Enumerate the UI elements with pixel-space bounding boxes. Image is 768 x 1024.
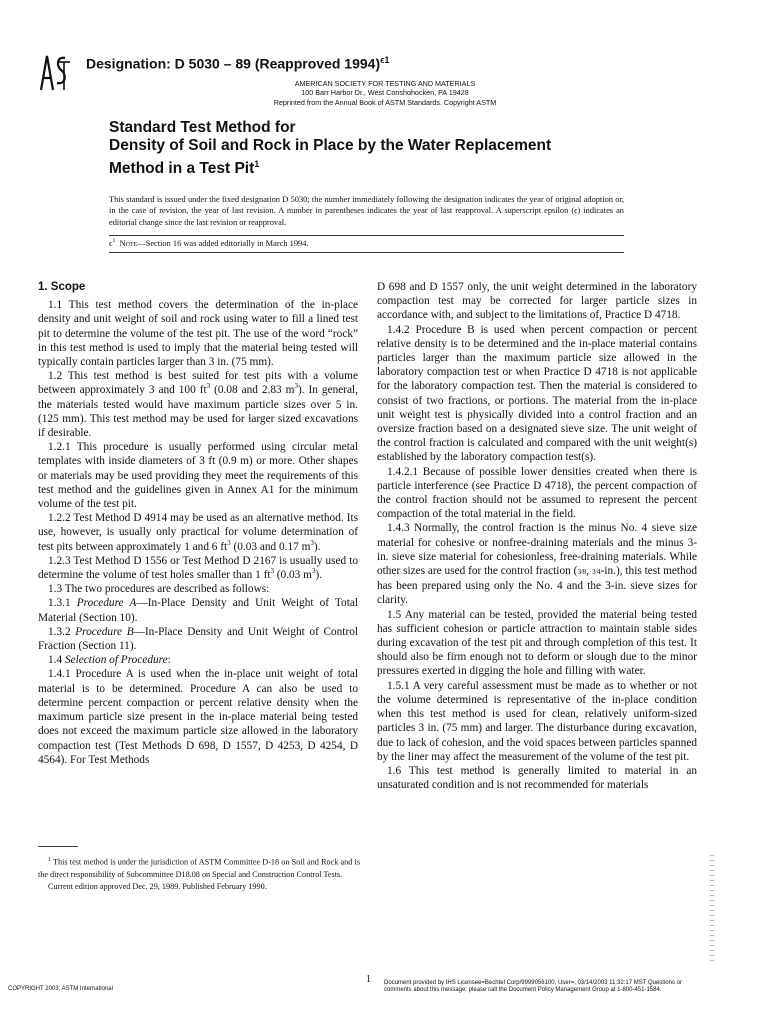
editorial-note [109,238,308,248]
paragraph-1-2: 1.2 This test method is best suited for test pits with a volume between approximately 3 and 100 $ft^3$ (0.08 and 2.83 $m^3$). In general, the materials tested would have maximum particle sizes over 5 in. (125 mm). This test method may be used for larger sized excavations if desirable. [38,370,358,440]
designation-epsilon: ϵ1 [380,55,390,65]
footnote-1: $^1$ This test method is under the jurisdiction of ASTM Committee D-18 on Soil and Rock and is the direct responsibility of Subcommittee D18.08 on Special and Construction Control Tests. [38,857,360,879]
title-line-1: Standard Test Method for [109,119,296,136]
paragraph-1-5: 1.5 Any material can be tested, provided the material being tested has sufficient cohesion or particle attraction to maintain stable sides during excavation of the test pit and through completion of this test. It should also be firm enough not to deform or slough due to the minor pressures exerted in digging the hole and filling with water. [377,608,697,678]
left-column [38,280,358,767]
paragraph-1-1: 1.1 This test method covers the determination of the in-place density and unit weight of soil and rock using water to fill a lined test pit to determine the volume of the test pit. The use of the word “rock” in this test method is used to imply that the material being tested will typically contain particles larger than 3 in. (75 mm). [38,299,358,369]
right-column [377,280,697,792]
margin-dots [710,855,714,965]
title-footnote-mark: 1 [254,159,260,169]
title-line-2: Density of Soil and Rock in Place by the Water Replacement [109,137,552,154]
page-number: 1 [366,974,371,985]
title-line-3: Method in a Test Pit [109,160,255,178]
document-title [109,119,669,178]
footnote-rule [38,846,78,847]
notice-divider [109,235,624,236]
editorial-note-symbol-sup: 1 [112,238,116,244]
title-line-3-wrap [109,155,669,178]
paragraph-1-5-1: 1.5.1 A very careful assessment must be made as to whether or not the volume determined is representative of the in-place condition when this test method is used for clean, relatively uniform-sized particles 3 in. (75 mm) and larger. The disturbance during excavation, due to lack of cohesion, and the void spaces between particles spanned by the liner may affect the measurement of the volume of the test pit. [377,679,697,763]
standard-notice: This standard is issued under the fixed designation D 5030; the number immediately following the designation indicates the year of original adoption or, in the case of revision, the year of last revision. A number in parentheses indicates the year of last reapproval. A superscript epsilon (ϵ) indicates an editorial change since the last revision or reapproval. [109,195,624,227]
copyright-notice: COPYRIGHT 2003; ASTM International [8,986,113,992]
editorial-note-label: Note [119,238,138,248]
paragraph-1-4-1-cont: D 698 and D 1557 only, the unit weight determined in the laboratory compaction test may be corrected for larger particle sizes in accordance with, and subject to the limitations of, Practice D 4718. [377,281,697,322]
designation-text: Designation: D 5030 – 89 (Reapproved 1994) [86,55,381,72]
paragraph-1-4-2: 1.4.2 Procedure B is used when percent compaction or percent relative density is to be determined and the in-place material contains particles larger than the maximum particle size allowed in the laboratory compaction test or when Practice D 4718 is not applicable for the laboratory compaction test. Then the material is considered to consist of two fractions, or portions. The material from the in-place unit weight test is physically divided into a control fraction and an oversize fraction based on a designated sieve size. The unit weight of the control fraction is calculated and compared with the unit weight(s) established by the laboratory compaction test(s). [377,323,697,464]
editorial-note-symbol: ϵ [109,238,113,248]
org-address: 100 Barr Harbor Dr., West Conshohocken, PA 19428 [301,88,469,97]
designation [86,55,389,72]
org-name: AMERICAN SOCIETY FOR TESTING AND MATERIALS [294,79,476,88]
paragraph-1-4-1: 1.4.1 Procedure A is used when the in-place unit weight of total material is to be determined. Procedure A can also be used to determine percent compaction or percent relative density when the maximum particle size present in the in-place material being tested does not exceed the maximum particle size allowed in the laboratory compaction test (Test Methods D 698, D 1557, D 4253, D 4254, D 4564). For Test Methods [38,668,358,766]
paragraph-1-2-1: 1.2.1 This procedure is usually performed using circular metal templates with inside diameters of 3 ft (0.9 m) or more. Other shapes or materials may be used providing they meet the requirements of this test method and the guidelines given in Annex A1 for the minimum volume of the test pit. [38,441,358,511]
note-divider [109,252,624,253]
editorial-note-text: —Section 16 was added editorially in March 1994. [137,238,309,248]
paragraph-1-4-2-1: 1.4.2.1 Because of possible lower densities created when there is particle interference (see Practice D 4718), the percent compaction of the control fraction should not be assumed to represent the percent compaction of the total material in the field. [377,465,697,521]
paragraph-1-6: 1.6 This test method is generally limited to material in an unsaturated condition and is not recommended for materials [377,764,697,792]
paragraph-1-2-2: 1.2.2 Test Method D 4914 may be used as an alternative method. Its use, however, is usually only practical for volume determination of test pits between approximately 1 and 6 $ft^3$ (0.03 and 0.17 $m^3$). [38,512,358,553]
paragraph-1-4: 1.4 Selection of Procedure: [48,654,171,667]
document-provider-info: Document provided by IHS Licensee=Bechtel Corp/9999056100, User=, 03/14/2003 11:32:17 MST Questions or comments about this message: please call the Document Policy Management Group at 1-800-451-1584. [384,980,682,994]
paragraph-1-4-3: 1.4.3 Normally, the control fraction is the minus No. 4 sieve size material for cohesive or nonfree-draining materials and the minus 3-in. sieve size material for cohesionless, free-draining materials. While other sizes are used for the control fraction (3⁄8, 3⁄4-in.), this test method has been prepared using only the No. 4 and the 3-in. sieve sizes for clarity. [377,522,698,607]
reprint-notice: Reprinted from the Annual Book of ASTM Standards. Copyright ASTM [273,98,497,107]
section-heading-scope: 1. Scope [38,281,86,293]
paragraph-1-3-1: 1.3.1 Procedure A—In-Place Density and Unit Weight of Total Material (Section 10). [38,597,358,624]
astm-logo [38,52,72,92]
paragraph-1-3-2: 1.3.2 Procedure B—In-Place Density and Unit Weight of Control Fraction (Section 11). [38,625,358,653]
paragraph-1-2-3: 1.2.3 Test Method D 1556 or Test Method D 2167 is usually used to determine the volume of test holes smaller than 1 $ft^3$ (0.03 $m^3$). [38,554,358,582]
footnote-edition: Current edition approved Dec. 29, 1989. Published February 1990. [48,881,267,891]
footnote [38,854,360,893]
paragraph-1-3: 1.3 The two procedures are described as follows: [48,583,270,596]
